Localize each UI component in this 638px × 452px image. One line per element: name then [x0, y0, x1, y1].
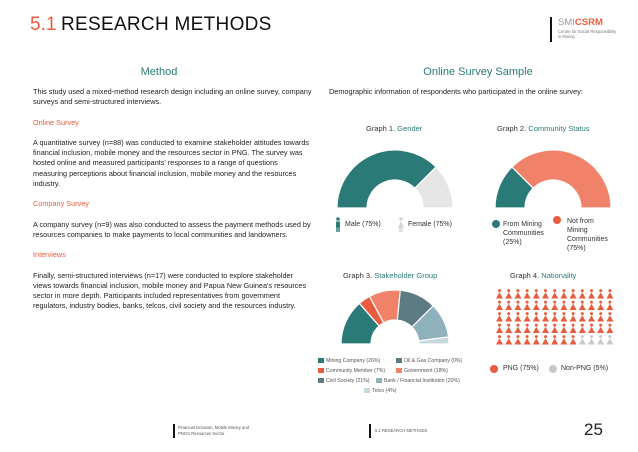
- png-person-icon: [588, 312, 595, 321]
- png-person-icon: [514, 312, 521, 321]
- png-person-icon: [560, 335, 567, 344]
- png-person-icon: [606, 324, 613, 333]
- graph3-legend-civil: [318, 378, 370, 384]
- png-person-icon: [514, 335, 521, 344]
- png-person-icon: [505, 289, 512, 298]
- png-person-icon: [551, 335, 558, 344]
- png-person-icon: [533, 312, 540, 321]
- graph4-legend-nonpng: Non-PNG (5%): [561, 365, 609, 372]
- logo: [558, 17, 603, 28]
- graph3-name: Stakeholder Group: [374, 271, 438, 280]
- section-number: 5.1: [30, 14, 57, 35]
- png-person-icon: [514, 301, 521, 310]
- png-person-icon: [533, 335, 540, 344]
- online-survey-heading: Online Survey: [33, 117, 79, 127]
- non-png-person-icon: [606, 335, 613, 344]
- png-person-icon: [496, 289, 503, 298]
- stakeholder-group-donut-chart: [340, 284, 450, 346]
- graph3-legend-telco: [364, 388, 397, 394]
- graph2-name: Community Status: [528, 124, 590, 133]
- graph1-title: [366, 124, 422, 133]
- png-person-icon: [579, 301, 586, 310]
- png-person-icon: [570, 301, 577, 310]
- graph3-legend-oilgas: [396, 358, 462, 364]
- graph3-legend-government: [396, 368, 448, 374]
- graph3-title: [343, 271, 437, 280]
- legend-swatch: [318, 378, 324, 383]
- png-person-icon: [533, 301, 540, 310]
- interviews-text: Finally, semi-structured interviews (n=17) were conducted to explore stakeholder views towards financial inclusion, mobile money and Papua New Guinea's resources sector in more depth. Participants included representatives from government regulators, industry bodies, banks, telcos, civil society and the resources industry.: [33, 270, 307, 311]
- female-icon: [397, 217, 405, 232]
- png-person-icon: [597, 301, 604, 310]
- png-person-icon: [496, 312, 503, 321]
- png-person-icon: [579, 312, 586, 321]
- png-person-icon: [524, 312, 531, 321]
- survey-sample-intro: Demographic information of respondents who participated in the online survey:: [329, 87, 583, 96]
- legend-label: Telco (4%): [372, 388, 397, 394]
- png-person-icon: [524, 324, 531, 333]
- method-intro: This study used a mixed-method research design including an online survey, company surveys and semi-structured interviews.: [33, 87, 312, 107]
- png-person-icon: [551, 301, 558, 310]
- png-person-icon: [606, 289, 613, 298]
- graph1-name: Gender: [397, 124, 423, 133]
- male-icon: [334, 217, 342, 232]
- png-person-icon: [524, 335, 531, 344]
- legend-label: Bank / Financial Institution (20%): [384, 378, 460, 384]
- png-person-icon: [514, 289, 521, 298]
- company-survey-heading: Company Survey: [33, 199, 89, 209]
- legend-label: Government (18%): [404, 368, 448, 374]
- non-png-person-icon: [588, 335, 595, 344]
- png-person-icon: [496, 301, 503, 310]
- png-person-icon: [514, 324, 521, 333]
- method-heading: Method: [140, 66, 178, 78]
- logo-subtitle: Centre for Social Responsibility in Mining: [558, 29, 617, 39]
- png-person-icon: [524, 301, 531, 310]
- png-person-icon: [505, 312, 512, 321]
- graph2-number: Graph 2.: [497, 124, 527, 133]
- interviews-heading: Interviews: [33, 250, 66, 260]
- png-person-icon: [588, 324, 595, 333]
- graph3-legend-mining: [318, 358, 380, 364]
- png-person-icon: [551, 324, 558, 333]
- footer-doc-title-line1: Financial Inclusion, Mobile Money and: [178, 425, 249, 430]
- png-person-icon: [505, 335, 512, 344]
- png-person-icon: [606, 301, 613, 310]
- png-person-icon: [588, 301, 595, 310]
- png-person-icon: [524, 289, 531, 298]
- graph4-title: [510, 271, 576, 280]
- logo-divider: [550, 17, 552, 42]
- graph2-title: [497, 124, 590, 133]
- png-person-icon: [588, 289, 595, 298]
- community-status-donut-chart: [493, 148, 613, 210]
- graph4-number: Graph 4.: [510, 271, 540, 280]
- non-png-person-icon: [579, 335, 586, 344]
- legend-label: Civil Society (21%): [326, 378, 370, 384]
- png-person-icon: [551, 312, 558, 321]
- graph3-number: Graph 3.: [343, 271, 373, 280]
- graph1-legend-female: Female (75%): [408, 221, 452, 228]
- non-png-person-icon: [597, 335, 604, 344]
- graph4-name: Nationality: [541, 271, 577, 280]
- graph3-legend-bank: [376, 378, 460, 384]
- png-person-icon: [560, 312, 567, 321]
- page-number: 25: [584, 420, 603, 439]
- png-person-icon: [597, 312, 604, 321]
- png-person-icon: [570, 289, 577, 298]
- logo-csrm-text: CSRM: [574, 17, 603, 28]
- legend-swatch: [318, 368, 324, 373]
- online-survey-text: A quantitative survey (n=88) was conducted to examine stakeholder attitudes towards financial inclusion, mobile money and the resources sector in PNG. The survey was hosted online and measured participants' responses to a range of questions measuring perceptions about financial inclusion, mobile money and the resources industry.: [33, 137, 310, 188]
- png-person-icon: [570, 335, 577, 344]
- graph3-legend-community: [318, 368, 385, 374]
- nationality-pictogram: [494, 287, 616, 349]
- graph2-legend-from: From Mining Communities (25%): [503, 221, 544, 246]
- graph4-legend-dot-nonpng: [549, 365, 557, 373]
- gender-donut-chart: [335, 148, 455, 210]
- method-body: [33, 87, 313, 311]
- png-person-icon: [579, 324, 586, 333]
- graph2-legend-dot-not: [553, 216, 561, 224]
- png-person-icon: [505, 324, 512, 333]
- legend-swatch: [396, 358, 402, 363]
- legend-label: Community Member (7%): [326, 368, 386, 374]
- graph2-legend-dot-from: [492, 220, 500, 228]
- png-person-icon: [533, 289, 540, 298]
- png-person-icon: [533, 324, 540, 333]
- png-person-icon: [579, 289, 586, 298]
- graph2-legend-not: Not from Mining Communities (75%): [567, 218, 608, 252]
- logo-smi-text: SMI: [558, 17, 575, 28]
- png-person-icon: [496, 335, 503, 344]
- png-person-icon: [542, 312, 549, 321]
- footer-section: 5.1 RESEARCH METHODS: [375, 428, 428, 433]
- company-survey-text: A company survey (n=9) was also conducted to assess the payment methods used by resources companies to make payments to local communities and landowners.: [33, 219, 311, 239]
- png-person-icon: [542, 335, 549, 344]
- legend-swatch: [376, 378, 382, 383]
- footer-doc-title: [178, 425, 249, 436]
- legend-label: Oil & Gas Company (0%): [404, 358, 463, 364]
- footer-divider-mid: [369, 424, 371, 438]
- graph4-legend-dot-png: [490, 365, 498, 373]
- png-person-icon: [551, 289, 558, 298]
- page-title: RESEARCH METHODS: [61, 14, 272, 35]
- png-person-icon: [560, 324, 567, 333]
- png-person-icon: [597, 289, 604, 298]
- png-person-icon: [560, 289, 567, 298]
- legend-swatch: [396, 368, 402, 373]
- legend-swatch: [364, 388, 370, 393]
- legend-label: Mining Company (26%): [326, 358, 381, 364]
- footer-divider-left: [173, 424, 175, 438]
- graph1-legend-male: Male (75%): [345, 221, 381, 228]
- png-person-icon: [542, 324, 549, 333]
- png-person-icon: [542, 289, 549, 298]
- png-person-icon: [542, 301, 549, 310]
- graph4-legend-png: PNG (75%): [503, 365, 539, 372]
- png-person-icon: [496, 324, 503, 333]
- png-person-icon: [560, 301, 567, 310]
- footer-doc-title-line2: PNG's Resources Sector: [178, 430, 225, 436]
- survey-sample-heading: Online Survey Sample: [423, 66, 533, 78]
- graph1-number: Graph 1.: [366, 124, 396, 133]
- png-person-icon: [570, 312, 577, 321]
- png-person-icon: [505, 301, 512, 310]
- png-person-icon: [597, 324, 604, 333]
- png-person-icon: [570, 324, 577, 333]
- legend-swatch: [318, 358, 324, 363]
- png-person-icon: [606, 312, 613, 321]
